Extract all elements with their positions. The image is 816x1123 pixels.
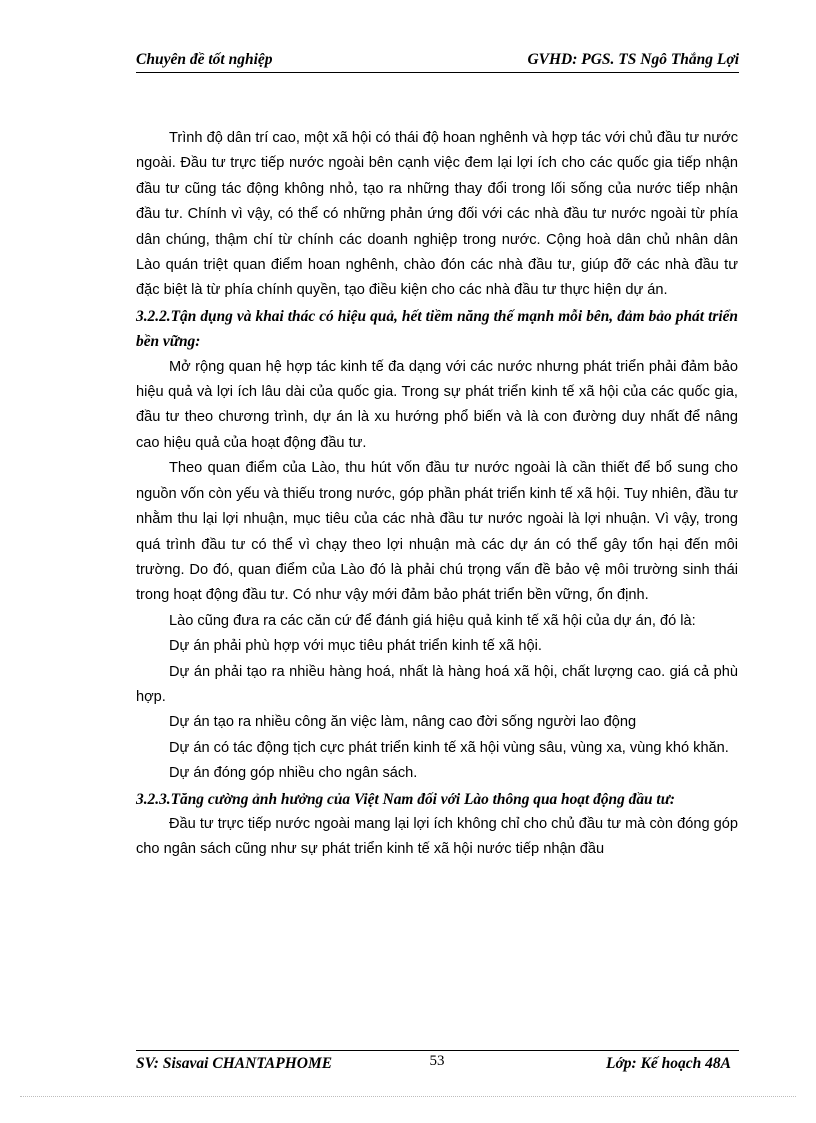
section-heading: 3.2.2.Tận dụng và khai thác có hiệu quả, hết tiềm năng thế mạnh mỗi bên, đảm bảo phát triển bền vững: <box>136 307 738 351</box>
list-item: Dự án tạo ra nhiều công ăn việc làm, nâng cao đời sống người lao động <box>169 714 637 731</box>
section-heading: 3.2.3.Tăng cường ảnh hưởng của Việt Nam đối với Lào thông qua hoạt động đầu tư: <box>136 790 676 808</box>
paragraph: Trình độ dân trí cao, một xã hội có thái độ hoan nghênh và hợp tác với chủ đầu tư nước ngoài. Đầu tư trực tiếp nước ngoài bên cạnh việc đem lại lợi ích cho các quốc gia tiếp nhận đầu tư cũng tác động không nhỏ, tạo ra những thay đổi trong lối sống của nước tiếp nhận đầu tư. Chính vì vậy, có thể có những phản ứng đối với các nhà đầu tư nước ngoài từ phía dân chúng, thậm chí từ chính các doanh nghiệp trong nước. Cộng hoà dân chủ nhân dân Lào quán triệt quan điểm hoan nghênh, chào đón các nhà đầu tư, giúp đỡ các nhà đầu tư đặc biệt là từ phía chính quyền, tạo điều kiện cho các nhà đầu tư thực hiện dự án. <box>136 130 738 299</box>
header-advisor: GVHD: PGS. TS Ngô Thắng Lợi <box>527 51 739 68</box>
header-title: Chuyên đề tốt nghiệp <box>136 51 273 68</box>
list-item: Dự án phải tạo ra nhiều hàng hoá, nhất là hàng hoá xã hội, chất lượng cao. giá cả phù hợp. <box>136 663 738 705</box>
page-number: 53 <box>429 1053 445 1069</box>
footer-student: SV: Sisavai CHANTAPHOME <box>136 1055 333 1072</box>
paragraph: Đầu tư trực tiếp nước ngoài mang lại lợi ích không chỉ cho chủ đầu tư mà còn đóng góp cho ngân sách cũng như sự phát triển kinh tế xã hội nước tiếp nhận đầu <box>136 815 738 858</box>
paragraph: Theo quan điểm của Lào, thu hút vốn đầu tư nước ngoài là cần thiết để bổ sung cho nguồn vốn còn yếu và thiếu trong nước, góp phần phát triển kinh tế xã hội. Tuy nhiên, đầu tư nhằm thu lại lợi nhuận, mục tiêu của các nhà đầu tư nước ngoài là lợi nhuận. Vì vậy, trong quá trình đầu tư có thể vì chạy theo lợi nhuận mà các dự án có thể gây tổn hại đến môi trường. Do đó, quan điểm của Lào đó là phải chú trọng vấn đề bảo vệ môi trường sinh thái trong hoạt động đầu tư. Có như vậy mới đảm bảo phát triển bền vững, ổn định. <box>136 460 738 604</box>
paragraph: Mở rộng quan hệ hợp tác kinh tế đa dạng với các nước nhưng phát triển phải đảm bảo hiệu quả và lợi ích lâu dài của quốc gia. Trong sự phát triển kinh tế xã hội của các quốc gia, đầu tư theo chương trình, dự án là xu hướng phổ biến và là con đường duy nhất để nâng cao hiệu quả của hoạt động đầu tư. <box>136 358 738 451</box>
header-rule <box>136 72 739 73</box>
list-item: Dự án đóng góp nhiều cho ngân sách. <box>169 765 418 782</box>
paragraph: Lào cũng đưa ra các căn cứ để đánh giá hiệu quả kinh tế xã hội của dự án, đó là: <box>169 612 696 629</box>
list-item: Dự án có tác động tịch cực phát triển kinh tế xã hội vùng sâu, vùng xa, vùng khó khăn. <box>169 739 729 756</box>
footer-class: Lớp: Kế hoạch 48A <box>606 1055 731 1072</box>
page-body <box>136 126 738 863</box>
list-item: Dự án phải phù hợp với mục tiêu phát triển kinh tế xã hội. <box>169 638 542 655</box>
page-boundary-line <box>20 1096 796 1097</box>
